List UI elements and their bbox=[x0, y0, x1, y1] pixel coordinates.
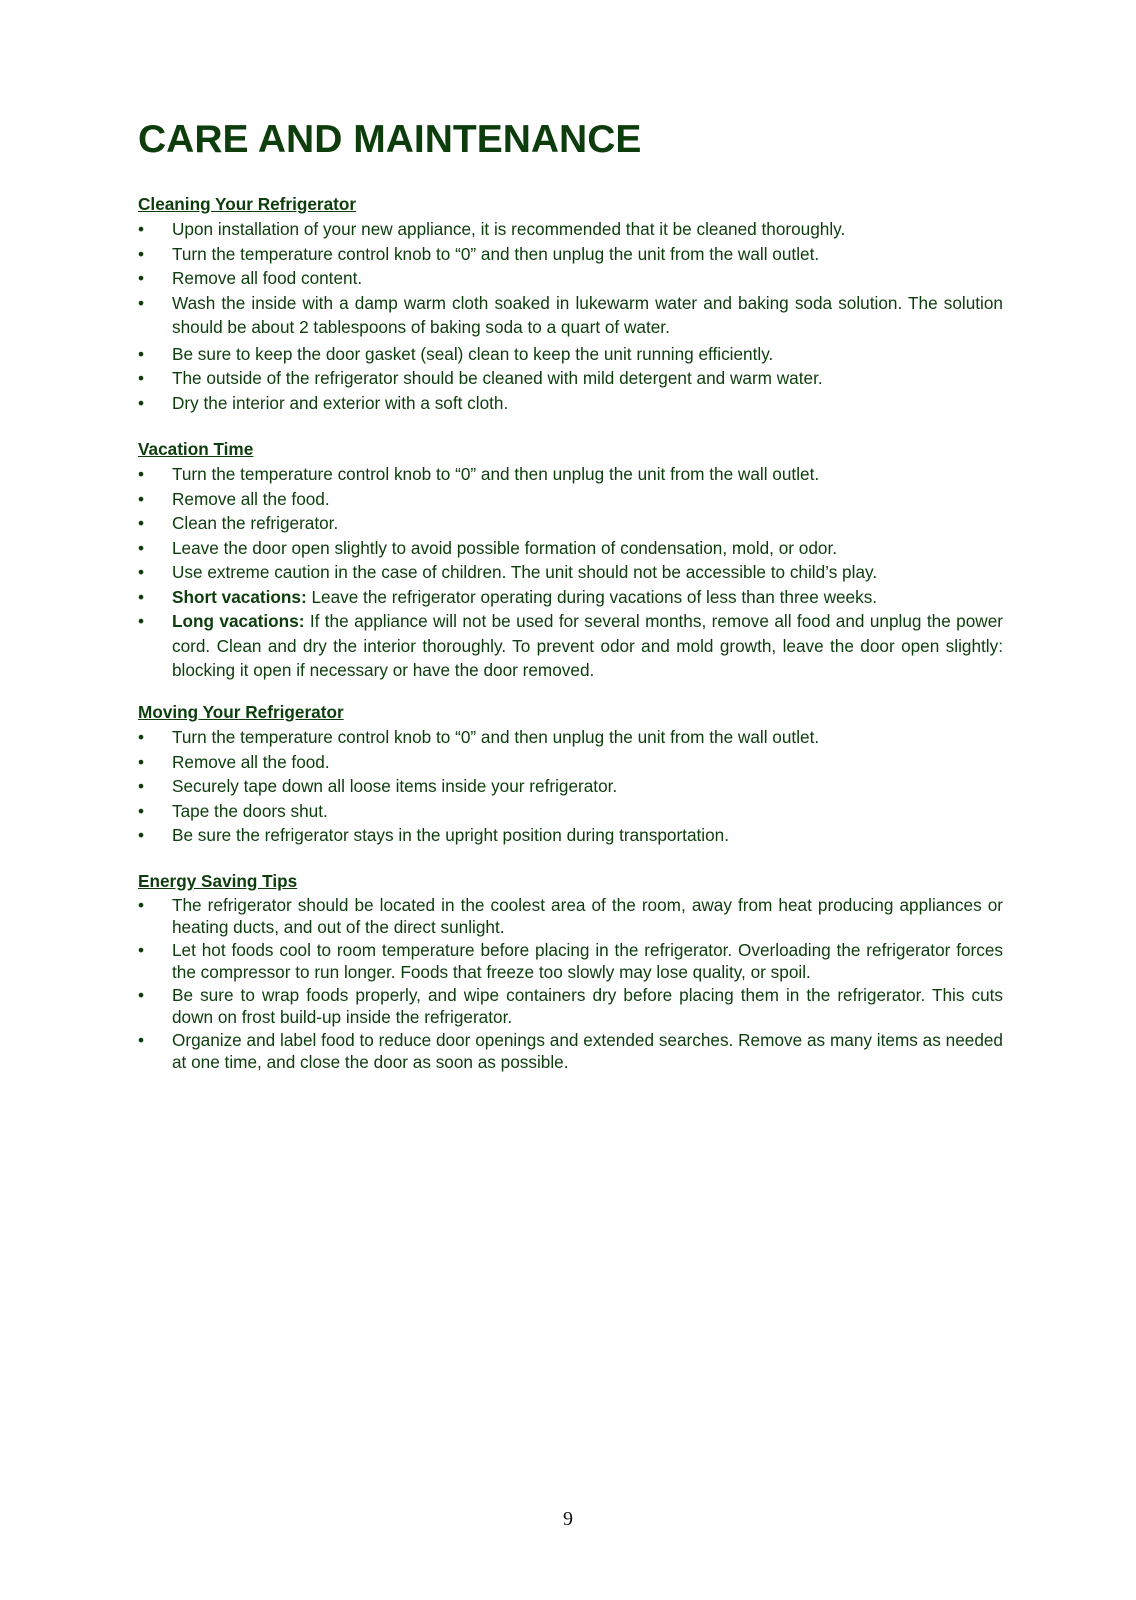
list-item: • Let hot foods cool to room temperature before placing in the refrigerator. Overloading the refrigerator forces the compressor to run longer. Foods that freeze too slowly may lose quality, or spoil. bbox=[138, 939, 1003, 983]
list-item: • Use extreme caution in the case of children. The unit should not be accessible to child’s play. bbox=[138, 560, 1003, 585]
list-item: • Turn the temperature control knob to “0” and then unplug the unit from the wall outlet. bbox=[138, 242, 1003, 267]
list-item: • Clean the refrigerator. bbox=[138, 511, 1003, 536]
page-number: 9 bbox=[563, 1508, 573, 1530]
list-item: • Leave the door open slightly to avoid possible formation of condensation, mold, or odor. bbox=[138, 536, 1003, 561]
list-item: • Be sure the refrigerator stays in the upright position during transportation. bbox=[138, 823, 1003, 848]
section-heading: Energy Saving Tips bbox=[138, 871, 298, 891]
list-item: • Turn the temperature control knob to “0” and then unplug the unit from the wall outlet. bbox=[138, 462, 1003, 487]
list-item: • Turn the temperature control knob to “0” and then unplug the unit from the wall outlet. bbox=[138, 725, 1003, 750]
section-vacation bbox=[138, 437, 1003, 683]
page-title: CARE AND MAINTENANCE bbox=[138, 118, 642, 161]
section-moving bbox=[138, 700, 1003, 848]
long-vacations-label: Long vacations: bbox=[172, 611, 305, 631]
section-energy-saving bbox=[138, 869, 1003, 1074]
bullet-list bbox=[138, 217, 1003, 415]
short-vacations-text: Leave the refrigerator operating during vacations of less than three weeks. bbox=[306, 586, 878, 607]
list-item: • Remove all the food. bbox=[138, 487, 1003, 512]
list-item: • The outside of the refrigerator should be cleaned with mild detergent and warm water. bbox=[138, 366, 1003, 391]
short-vacations-label: Short vacations: bbox=[172, 586, 307, 607]
list-item: • Dry the interior and exterior with a soft cloth. bbox=[138, 391, 1003, 416]
section-cleaning bbox=[138, 192, 1003, 415]
list-item: • Tape the doors shut. bbox=[138, 799, 1003, 824]
list-item: • Be sure to keep the door gasket (seal) clean to keep the unit running efficiently. bbox=[138, 342, 1003, 367]
list-item: • Organize and label food to reduce door openings and extended searches. Remove as many items as needed at one time, and close the door as soon as possible. bbox=[138, 1029, 1003, 1073]
list-item: • Wash the inside with a damp warm cloth soaked in lukewarm water and baking soda solution. The solution should be about 2 tablespoons of baking soda to a quart of water. bbox=[138, 291, 1003, 340]
list-item: • Remove all the food. bbox=[138, 750, 1003, 775]
section-heading: Moving Your Refrigerator bbox=[138, 702, 344, 722]
list-item: • Upon installation of your new appliance, it is recommended that it be cleaned thoroughly. bbox=[138, 217, 1003, 242]
long-vacations-text: If the appliance will not be used for several months, remove all food and unplug the power cord. Clean and dry the interior thoroughly. To prevent odor and mold growth, leave the door open slightly: blocking it open if necessary or have the door removed. bbox=[172, 611, 1003, 680]
list-item-long-vacations bbox=[138, 609, 1003, 683]
list-item-short-vacations bbox=[138, 585, 1003, 610]
list-item: • Remove all food content. bbox=[138, 266, 1003, 291]
bullet-list bbox=[138, 725, 1003, 848]
list-item: • Be sure to wrap foods properly, and wipe containers dry before placing them in the refrigerator. This cuts down on frost build-up inside the refrigerator. bbox=[138, 984, 1003, 1028]
bullet-list bbox=[138, 462, 1003, 683]
bullet-list bbox=[138, 894, 1003, 1073]
section-heading: Vacation Time bbox=[138, 439, 254, 459]
list-item: • The refrigerator should be located in the coolest area of the room, away from heat producing appliances or heating ducts, and out of the direct sunlight. bbox=[138, 894, 1003, 938]
section-heading: Cleaning Your Refrigerator bbox=[138, 194, 357, 214]
list-item: • Securely tape down all loose items inside your refrigerator. bbox=[138, 774, 1003, 799]
